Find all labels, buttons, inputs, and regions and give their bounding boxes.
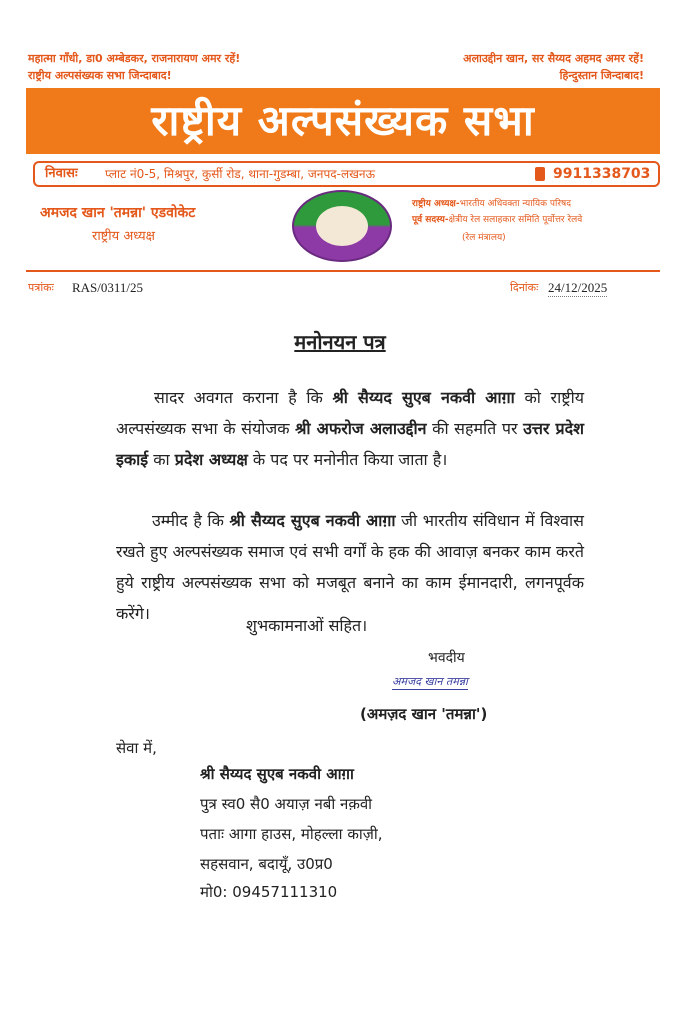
paragraph-2: [116, 505, 584, 629]
slogan-left-2: राष्ट्रीय अल्पसंख्यक सभा जिन्दाबाद!: [28, 69, 172, 82]
text-segment: जी भारतीय संविधान में विश्वास रखते हुए अल्पसंख्यक समाज एवं सभी वर्गों के हक की आवाज़ बनकर काम करते हुये राष्ट्रीय अल्पसंख्यक सभा को मजबूत बनाने का काम ईमानदारी, लगनपूर्वक करेंगे।: [116, 511, 584, 623]
org-logo: [292, 190, 392, 262]
bold-phrase: श्री अफरोज अलाउद्दीन: [295, 419, 427, 438]
recipient-phone-line: [200, 882, 337, 902]
right-line-3: (रेल मंत्रालय): [462, 233, 506, 243]
text-segment: को राष्ट्रीय अल्पसंख्यक सभा के संयोजक: [116, 388, 585, 438]
recipient-phone: 09457111310: [232, 883, 338, 901]
address-label: निवासः: [45, 166, 78, 181]
slogan-right-1: अलाउद्दीन खान, सर सैय्यद अहमद अमर रहें!: [463, 52, 644, 65]
recipient-line-2: पताः आगा हाउस, मोहल्ला काज़ी,: [200, 825, 383, 843]
ref-number: RAS/0311/25: [72, 280, 144, 295]
to-label: सेवा में,: [116, 739, 157, 757]
address-text: प्लाट नं0-5, मिश्रपुर, कुर्सी रोड, थाना-गुडम्बा, जनपद-लखनऊ: [105, 167, 376, 181]
org-banner: [26, 88, 660, 154]
right-line-2: [412, 212, 582, 225]
header-phone: 9911338703: [553, 166, 651, 182]
right-line-1: [412, 196, 571, 209]
recipient-name: श्री सैय्यद सुएब नकवी आग़ा: [200, 765, 354, 783]
recipient-line-1: पुत्र स्व0 सै0 अयाज़ नबी नक़वी: [200, 795, 373, 813]
bold-phrase: श्री सैय्यद सुएब नकवी आग़ा: [229, 511, 396, 530]
bold-phrase: श्री सैय्यद सुएब नकवी आग़ा: [332, 388, 515, 407]
signature: अमजद खान तमन्ना: [392, 675, 468, 688]
text-segment: उम्मीद है कि: [152, 511, 230, 530]
yours-faithfully: भवदीय: [428, 650, 465, 666]
bold-phrase: प्रदेश अध्यक्ष: [174, 450, 248, 469]
bold-phrase: उत्तर प्रदेश इकाई: [116, 419, 584, 469]
right-line-1-label: राष्ट्रीय अध्यक्ष-: [412, 199, 460, 209]
right-line-2-text: क्षेत्रीय रेल सलाहकार समिति पूर्वोत्तर रेलवे: [448, 215, 583, 225]
text-segment: की सहमति पर: [426, 419, 524, 438]
phone-icon: [535, 167, 545, 181]
slogan-left-1: महात्मा गाँधी, डा0 अम्बेडकर, राजनारायण अमर रहें!: [28, 52, 241, 65]
org-name: राष्ट्रीय अल्पसंख्यक सभा: [151, 96, 535, 145]
recipient-line-3: सहसवान, बदायूँ, उ0प्र0: [200, 855, 333, 873]
president-name: अमजद खान 'तमन्ना' एडवोकेट: [40, 205, 196, 221]
slogan-right-2: हिन्दुस्तान जिन्दाबाद!: [559, 69, 644, 82]
date-value: 24/12/2025: [548, 280, 608, 295]
wishes: शुभकामनाओं सहित।: [246, 616, 368, 635]
address-box: [33, 161, 660, 187]
right-line-2-label: पूर्व सदस्य-: [412, 215, 449, 225]
text-segment: का: [148, 450, 175, 469]
paragraph-1: [116, 382, 584, 475]
letter-title-wrap: [0, 328, 680, 355]
text-segment: के पद पर मनोनीत किया जाता है।: [247, 450, 448, 469]
letter-title: मनोनयन पत्र: [294, 330, 386, 354]
recipient-phone-label: मो0:: [200, 883, 228, 901]
president-title: राष्ट्रीय अध्यक्ष: [92, 229, 155, 244]
signer-name: (अमज़द खान 'तमन्ना'): [360, 705, 488, 723]
right-line-1-text: भारतीय अधिवक्ता न्यायिक परिषद: [459, 199, 572, 209]
text-segment: सादर अवगत कराना है कि: [154, 388, 333, 407]
date-label: दिनांकः: [510, 281, 539, 294]
handshake-icon: [316, 206, 368, 246]
ref-label: पत्रांकः: [28, 281, 54, 294]
header-divider: [26, 270, 660, 272]
